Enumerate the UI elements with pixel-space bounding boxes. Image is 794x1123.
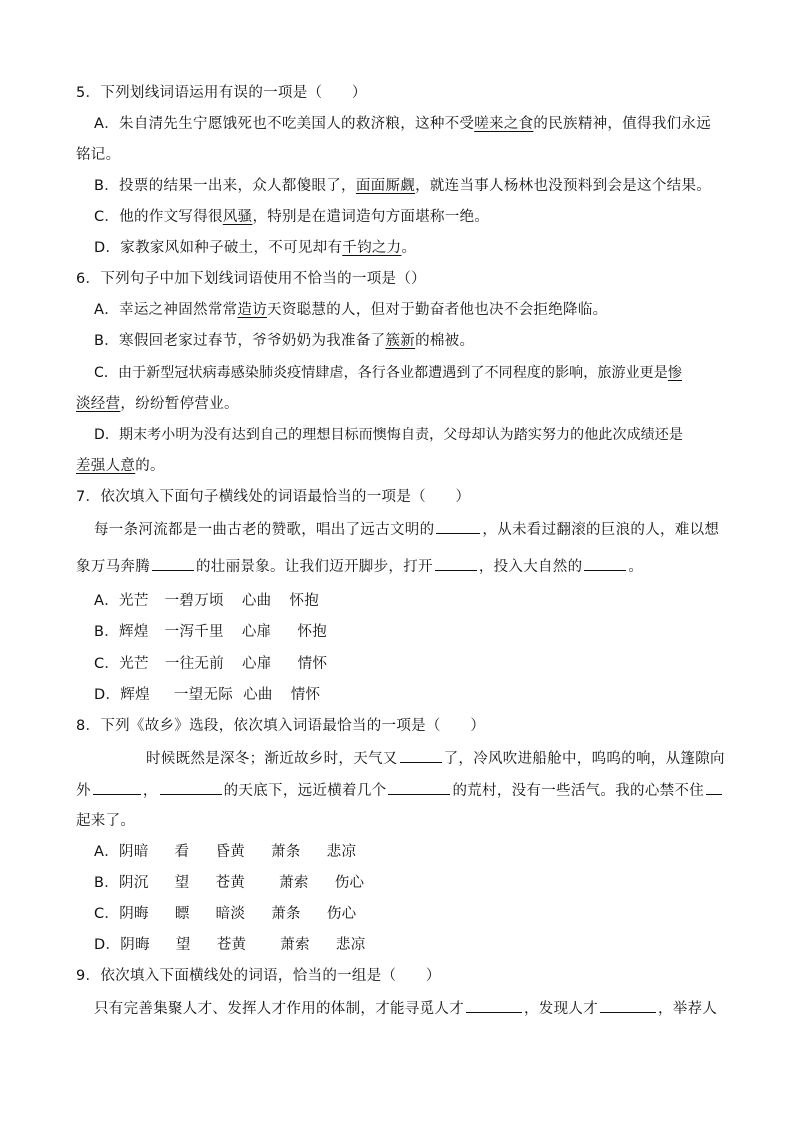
q6-option-c: C．由于新型冠状病毒感染肺炎疫情肆虐，各行各业都遭遇到了不同程度的影响，旅游业更是惨 [94, 365, 682, 381]
q9-passage-line-1: 只有完善集聚人才、发挥人才作用的体制，才能寻觅人才 ，发现人才 ，举荐人 [94, 998, 717, 1019]
underlined-term: 差强人意 [76, 458, 136, 474]
underlined-term: 簇新 [385, 333, 416, 349]
fill-blank [435, 556, 477, 571]
underlined-term: 风骚 [222, 209, 253, 225]
underlined-term: 面面厮觑 [355, 178, 416, 194]
q9-stem: 9．依次填入下面横线处的词语，恰当的一组是（ ） [76, 968, 441, 984]
q5-option-c: C．他的作文写得很风骚，特别是在遣词造句方面堪称一绝。 [94, 209, 490, 225]
q7-option-d: D．辉煌 一望无际 心曲 情怀 [94, 687, 321, 703]
q6-option-a: A．幸运之神固然常常造访天资聪慧的人，但对于勤奋者他也决不会拒绝降临。 [94, 302, 608, 318]
fill-blank [388, 780, 450, 795]
underlined-term: 嗟来之食 [474, 116, 534, 132]
q6-option-b: B．寒假回老家过春节，爷爷奶奶为我准备了簇新的棉被。 [94, 333, 475, 349]
fill-blank [436, 519, 480, 534]
fill-blank [706, 780, 722, 795]
q8-option-b: B．阴沉 望 苍黄 萧索 伤心 [94, 875, 365, 891]
fill-blank [400, 748, 442, 763]
q5-option-a-cont: 铭记。 [76, 147, 121, 163]
q6-option-d: D．期末考小明为没有达到自己的理想目标而懊悔自责，父母却认为踏实努力的他此次成绩还是 [94, 427, 683, 443]
q8-passage-line-1: 时候既然是深冬；渐近故乡时，天气又 了，冷风吹进船舱中，呜呜的响，从篷隙向 [146, 748, 725, 769]
q7-passage-line-1: 每一条河流都是一曲古老的赞歌，唱出了远古文明的 ，从未看过翻滚的巨浪的人，难以想 [94, 519, 719, 540]
q7-option-a: A．光芒 一碧万顷 心曲 怀抱 [94, 593, 320, 609]
q8-option-c: C．阴晦 瞟 暗淡 萧条 伤心 [94, 906, 357, 922]
q7-passage-line-2: 象万马奔腾 的壮丽景象。让我们迈开脚步，打开 ，投入大自然的 。 [76, 556, 643, 577]
q7-option-c: C．光芒 一往无前 心扉 情怀 [94, 656, 328, 672]
underlined-term: 淡经营 [76, 396, 121, 412]
q8-stem: 8．下列《故乡》选段，依次填入词语最恰当的一项是（ ） [76, 718, 486, 734]
q5-option-b: B．投票的结果一出来，众人都傻眼了，面面厮觑，就连当事人杨林也没预料到会是这个结果。 [94, 178, 712, 194]
q5-stem: 5．下列划线词语运用有误的一项是（ ） [76, 85, 367, 101]
fill-blank [600, 998, 656, 1013]
q7-stem: 7．依次填入下面句子横线处的词语最恰当的一项是（ ） [76, 489, 471, 505]
q6-option-d-cont: 差强人意的。 [76, 458, 165, 474]
fill-blank [466, 998, 522, 1013]
q8-passage-line-2: 外 ， 的天底下，远近横着几个 的荒村，没有一些活气。我的心禁不住 [76, 780, 724, 801]
fill-blank [160, 780, 222, 795]
underlined-term: 千钧之力 [342, 240, 402, 256]
q6-option-c-cont: 淡经营，纷纷暂停营业。 [76, 396, 239, 412]
q5-option-d: D．家教家风如种子破土，不可见却有千钧之力。 [94, 240, 417, 256]
q5-option-a: A．朱自清先生宁愿饿死也不吃美国人的救济粮，这种不受嗟来之食的民族精神，值得我们永远 [94, 116, 712, 132]
q8-option-d: D．阴晦 望 苍黄 萧索 悲凉 [94, 937, 366, 953]
fill-blank [152, 556, 194, 571]
q8-passage-line-3: 起来了。 [76, 813, 136, 829]
underlined-term: 惨 [667, 365, 682, 381]
underlined-term: 造访 [237, 302, 268, 318]
q8-option-a: A．阴暗 看 昏黄 萧条 悲凉 [94, 844, 357, 860]
q7-option-b: B．辉煌 一泻千里 心扉 怀抱 [94, 624, 328, 640]
fill-blank [584, 556, 626, 571]
fill-blank [93, 780, 141, 795]
q6-stem: 6．下列句子中加下划线词语使用不恰当的一项是（） [76, 271, 426, 287]
